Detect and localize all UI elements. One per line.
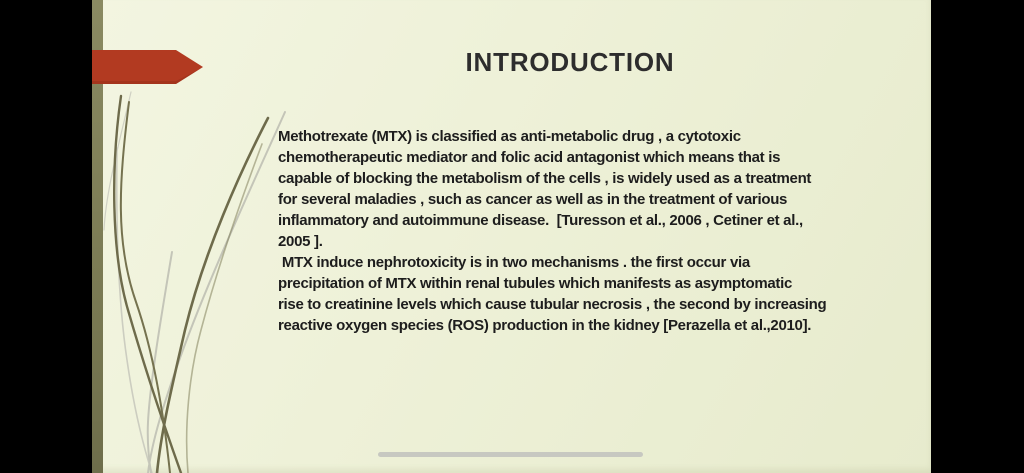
arrow-accent-icon [92,50,203,84]
text-line: for several maladies , such as cancer as well as in the treatment of various [278,191,788,208]
text-line: rise to creatinine levels which cause tubular necrosis , the second by increasing [278,296,827,313]
text-line: inflammatory and autoimmune disease. [Turesson et al., 2006 , Cetiner et al., [278,212,803,229]
body-text [278,126,918,336]
text-line: precipitation of MTX within renal tubules which manifests as asymptomatic [278,275,793,292]
text-line: reactive oxygen species (ROS) production in the kidney [Perazella et al.,2010]. [278,317,812,334]
letterbox-right-bar [931,0,1024,473]
page-title: INTRODUCTION [465,47,675,77]
text-line: Methotrexate (MTX) is classified as anti-metabolic drug , a cytotoxic [278,128,741,145]
bottom-divider [378,452,643,457]
text-line: MTX induce nephrotoxicity is in two mechanisms . the first occur via [278,254,750,271]
text-line: chemotherapeutic mediator and folic acid antagonist which means that is [278,149,781,166]
text-line: capable of blocking the metabolism of the cells , is widely used as a treatment [278,170,812,187]
text-line: 2005 ]. [278,233,323,250]
letterbox-left-bar [0,0,92,473]
